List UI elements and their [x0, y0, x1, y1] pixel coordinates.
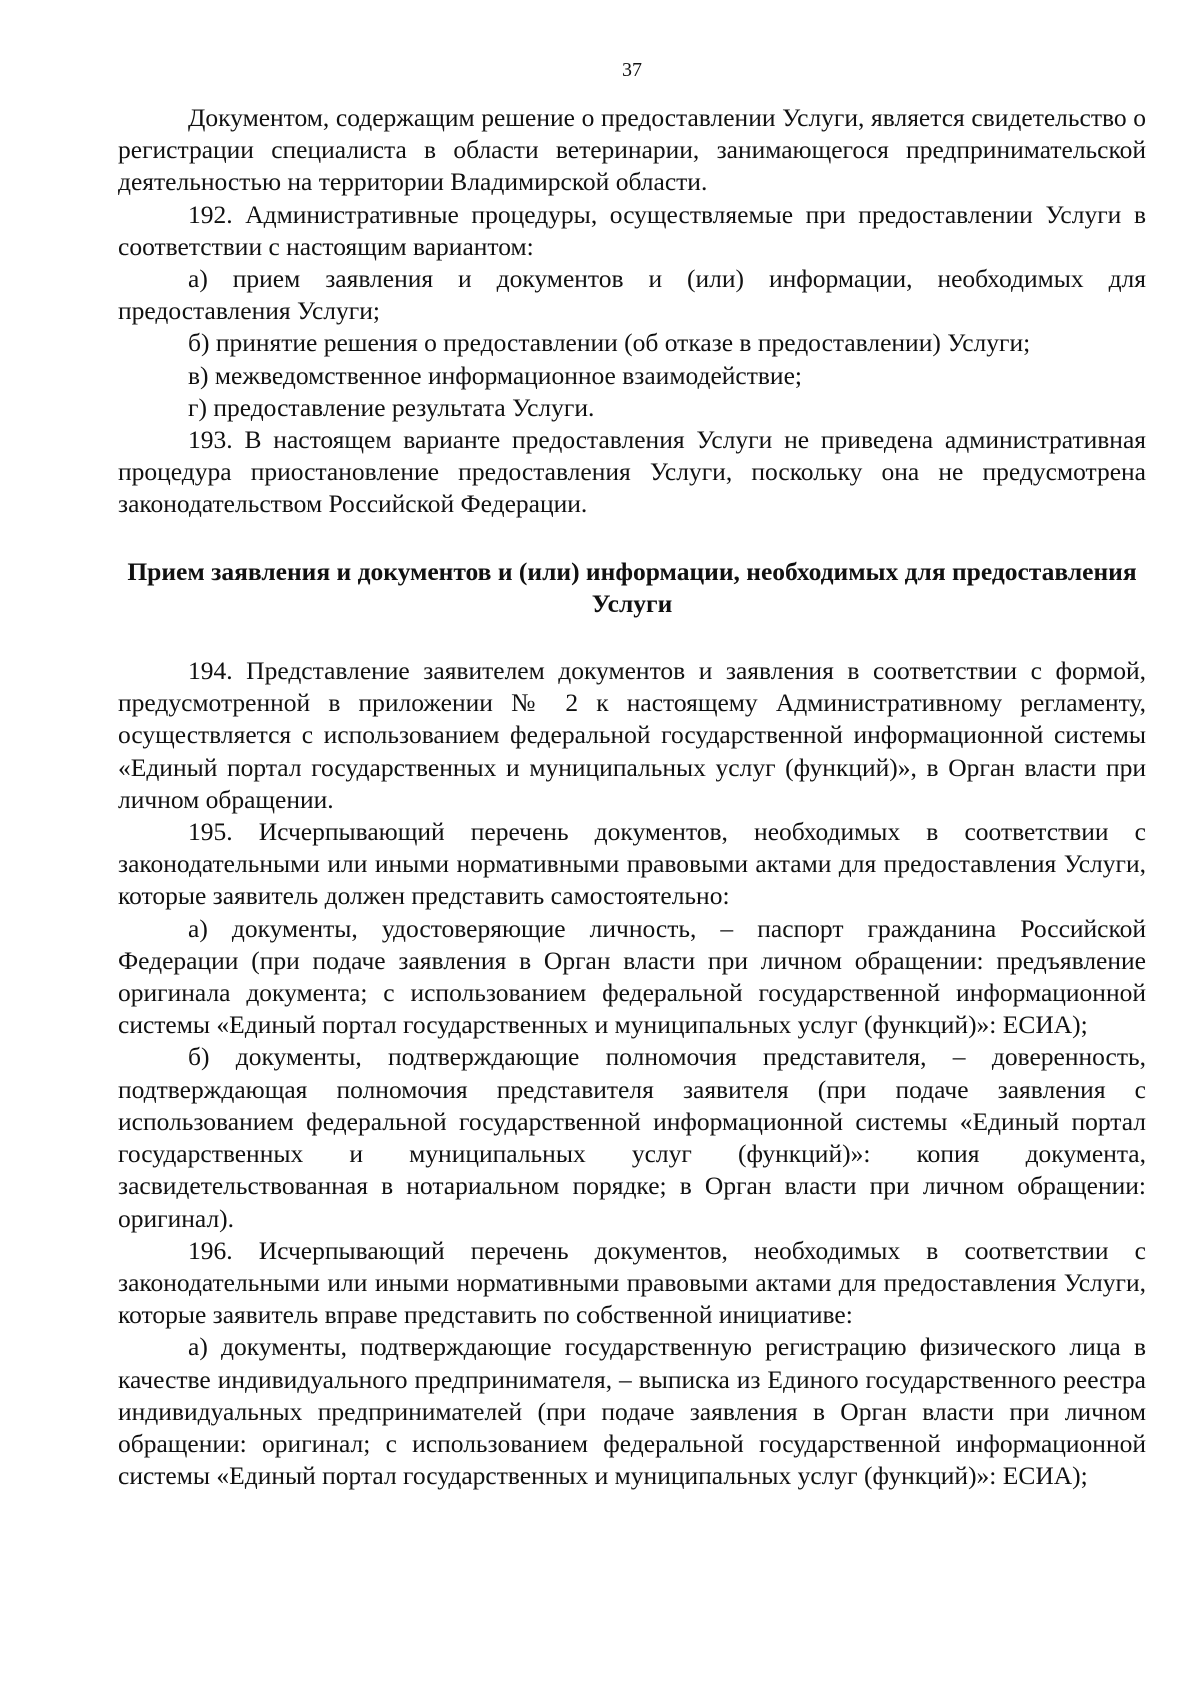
- list-item-192-a: а) прием заявления и документов и (или) информации, необходимых для предоставления Услуги;: [118, 264, 1146, 326]
- list-item-195-a: а) документы, удостоверяющие личность, – паспорт гражданина Российской Федерации (при подаче заявления в Орган власти при личном обращении: предъявление оригинала документа; с использованием федеральной государственной информационной системы «Единый портал государственных и муниципальных услуг (функций)»: ЕСИА);: [118, 913, 1146, 1040]
- paragraph-196: 196. Исчерпывающий перечень документов, необходимых в соответствии с законодательными или иными нормативными правовыми актами для предоставления Услуги, которые заявитель вправе представить по собственной инициативе:: [118, 1235, 1146, 1330]
- paragraph-194: 194. Представление заявителем документов и заявления в соответствии с формой, предусмотренной в приложении № 2 к настоящему Административному регламенту, осуществляется с использованием федеральной государственной информационной системы «Единый портал государственных и муниципальных услуг (функций)», в Орган власти при личном обращении.: [118, 656, 1146, 814]
- list-item-196-a: а) документы, подтверждающие государственную регистрацию физического лица в качестве индивидуального предпринимателя, – выписка из Единого государственного реестра индивидуальных предпринимателей (при подаче заявления в Орган власти при личном обращении: оригинал; с использованием федеральной государственной информационной системы «Единый портал государственных и муниципальных услуг (функций)»: ЕСИА);: [118, 1332, 1146, 1491]
- paragraph-195: 195. Исчерпывающий перечень документов, необходимых в соответствии с законодательными или иными нормативными правовыми актами для предоставления Услуги, которые заявитель должен представить самостоятельно:: [118, 817, 1146, 911]
- page-number: 37: [622, 59, 642, 81]
- list-item-192-b: б) принятие решения о предоставлении (об отказе в предоставлении) Услуги;: [188, 328, 1031, 358]
- list-item-195-b: б) документы, подтверждающие полномочия представителя, – доверенность, подтверждающая полномочия представителя заявителя (при подаче заявления с использованием федеральной государственной информационной системы «Единый портал государственных и муниципальных услуг (функций)»: копия документа, засвидетельствованная в нотариальном порядке; в Орган власти при личном обращении: оригинал).: [118, 1042, 1146, 1233]
- paragraph-result-document: Документом, содержащим решение о предоставлении Услуги, является свидетельство о регистрации специалиста в области ветеринарии, занимающегося предпринимательской деятельностью на территории Владимирской области.: [118, 103, 1146, 197]
- paragraph-193: 193. В настоящем варианте предоставления Услуги не приведена административная процедура приостановление предоставления Услуги, поскольку она не предусмотрена законодательством Российской Федерации.: [118, 425, 1146, 519]
- list-item-192-g: г) предоставление результата Услуги.: [188, 392, 595, 422]
- document-page: [118, 60, 1146, 1492]
- list-item-192-v: в) межведомственное информационное взаимодействие;: [188, 360, 802, 390]
- section-heading: Прием заявления и документов и (или) информации, необходимых для предоставления Услуги: [127, 556, 1137, 618]
- paragraph-192: 192. Административные процедуры, осуществляемые при предоставлении Услуги в соответствии с настоящим вариантом:: [118, 199, 1146, 261]
